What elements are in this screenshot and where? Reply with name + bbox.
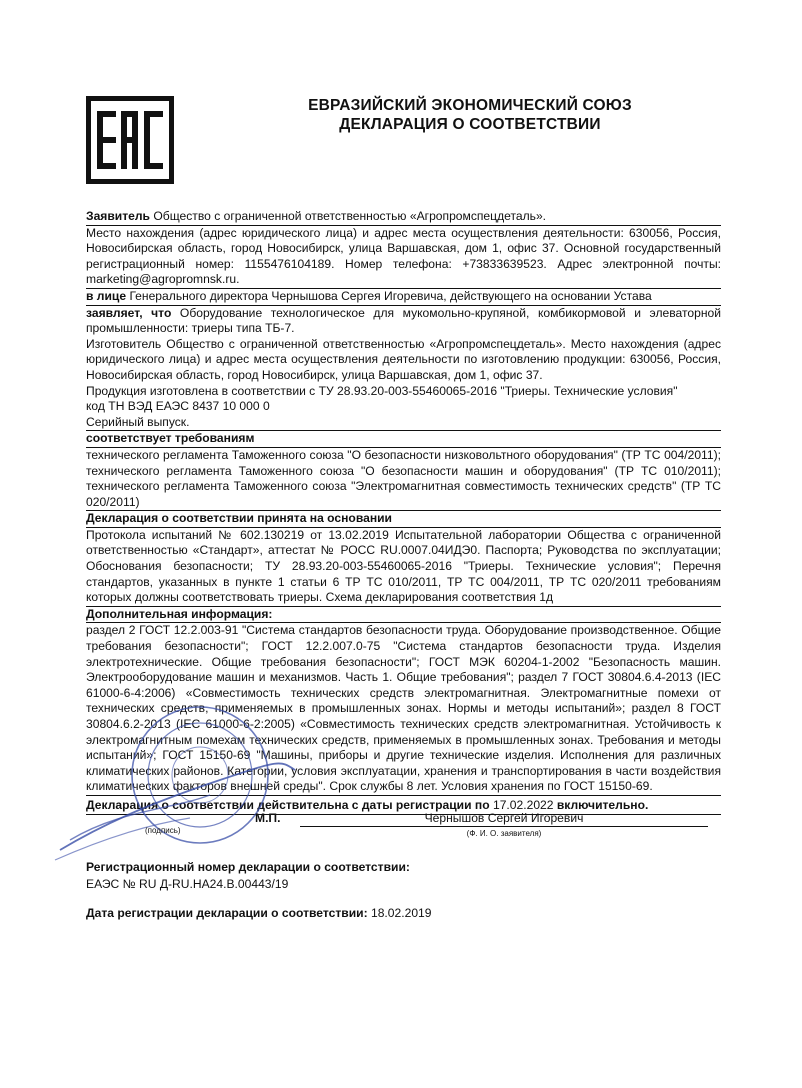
- applicant-address: Место нахождения (адрес юридического лица) и адрес места осуществления деятельности: 630056, Россия, Новосибирская область, город Новосибирск, улица Варшавская, дом 1, офис 37. Основной государственный регистрационный номер: 1155476104189. Номер телефона: +73833639523. Адрес электронной почты: marketing@agropromnsk.ru.: [86, 226, 721, 289]
- registration-date: 18.02.2019: [367, 906, 432, 920]
- serial-text: Серийный выпуск.: [86, 415, 721, 432]
- declares-label: заявляет, что: [86, 305, 172, 320]
- additional-label: Дополнительная информация:: [86, 607, 721, 624]
- eac-logo: [86, 96, 174, 184]
- validity-date: 17.02.2022: [489, 797, 557, 812]
- basis-label: Декларация о соответствии принята на основании: [86, 511, 721, 528]
- person-text: Генерального директора Чернышова Сергея Игоревича, действующего на основании Устава: [126, 288, 652, 303]
- declares-text: Оборудование технологическое для мукомольно-крупяной, комбикормовой и элеваторной промышленности: триеры типа ТБ-7.: [86, 305, 721, 336]
- produced-text: Продукция изготовлена в соответствии с ТУ 28.93.20-003-55460065-2016 "Триеры. Технические условия": [86, 383, 678, 398]
- applicant-name: Общество с ограниченной ответственностью «Агропромспецдеталь».: [150, 209, 547, 223]
- eac-mark-icon: [91, 101, 169, 179]
- declares-line: [86, 306, 721, 337]
- union-title: ЕВРАЗИЙСКИЙ ЭКОНОМИЧЕСКИЙ СОЮЗ: [308, 97, 632, 114]
- additional-text: раздел 2 ГОСТ 12.2.003-91 "Система стандартов безопасности труда. Оборудование производственное. Общие требования безопасности"; ГОСТ 12.2.007.0-75 "Система стандартов безопасности труда. Изделия электротехнические. Общие требования безопасности"; ГОСТ МЭК 60204-1-2002 "Безопасность машин. Электрооборудование машин и механизмов. Часть 1. Общие требования"; раздел 7 ГОСТ 30804.6.4-2013 (IEC 61000-6-4:2006) «Совместимость технических средств электромагнитная. Электромагнитные помехи от технических средств, применяемых в промышленных зонах. Нормы и методы испытаний»; раздел 8 ГОСТ 30804.6.2-2013 (IEC 61000-6-2:2005) «Совместимость технических средств электромагнитная. Устойчивость к электромагнитным помехам технических средств, применяемых в промышленных зонах. Требования и методы испытаний»; ГОСТ 15150-69 "Машины, приборы и другие технические изделия. Исполнения для различных климатических районов. Категории, условия эксплуатации, хранения и транспортирования в части воздействия климатических факторов внешней среды". Срок службы 8 лет. Условия хранения по ГОСТ 15150-69.: [86, 623, 721, 796]
- applicant-label: Заявитель: [86, 209, 150, 223]
- registration-date-line: [86, 906, 432, 920]
- registration-date-label: Дата регистрации декларации о соответствии:: [86, 906, 368, 920]
- applicant-signatory-name: Чернышов Сергей Игоревич: [300, 811, 708, 827]
- manufacturer-text: Изготовитель Общество с ограниченной ответственностью «Агропромспецдеталь». Место нахождения (адрес юридического лица) и адрес места осуществления деятельности по изготовлению продукции: 630056, Россия, Новосибирская область, город Новосибирск, улица Варшавская, дом 1, офис 37.: [86, 336, 721, 382]
- basis-text: Протокола испытаний № 602.130219 от 13.02.2019 Испытательной лаборатории Общества с ограниченной ответственностью «Стандарт», аттестат № РОСС RU.0007.04ИДЭ0. Паспорта; Руководства по эксплуатации; Обоснования безопасности; ТУ 28.93.20-003-55460065-2016 "Триеры. Технические условия"; Перечня стандартов, указанных в пункте 1 статьи 6 ТР ТС 010/2011, ТР ТС 004/2011, ТР ТС 020/2011 требованиям которых должны соответствовать триеры. Схема декларирования соответствия 1д: [86, 528, 721, 607]
- conforms-label: соответствует требованиям: [86, 431, 721, 448]
- document-title: ДЕКЛАРАЦИЯ О СООТВЕТСТВИИ: [339, 116, 601, 133]
- declaration-body: [86, 209, 721, 815]
- signature-caption: (подпись): [145, 826, 181, 835]
- registration-number-label: Регистрационный номер декларации о соответствии:: [86, 860, 410, 874]
- registration-number: ЕАЭС № RU Д-RU.HA24.B.00443/19: [86, 877, 289, 891]
- stamp-place-label: М.П.: [255, 811, 281, 825]
- person-label: в лице: [86, 288, 127, 303]
- name-caption: (Ф. И. О. заявителя): [466, 829, 542, 838]
- validity-label: Декларация о соответствии действительна с даты регистрации по: [86, 797, 490, 812]
- hs-code: код ТН ВЭД ЕАЭС 8437 10 000 0: [86, 399, 270, 414]
- person-line: [86, 289, 721, 306]
- validity-label-end: включительно.: [556, 797, 649, 812]
- applicant-line: [86, 209, 721, 226]
- conforms-text: технического регламента Таможенного союза "О безопасности низковольтного оборудования" (ТР ТС 004/2011); технического регламента Таможенного союза "О безопасности машин и оборудования" (ТР ТС 010/2011); технического регламента Таможенного союза "Электромагнитная совместимость технических средств" (ТР ТС 020/2011): [86, 448, 721, 511]
